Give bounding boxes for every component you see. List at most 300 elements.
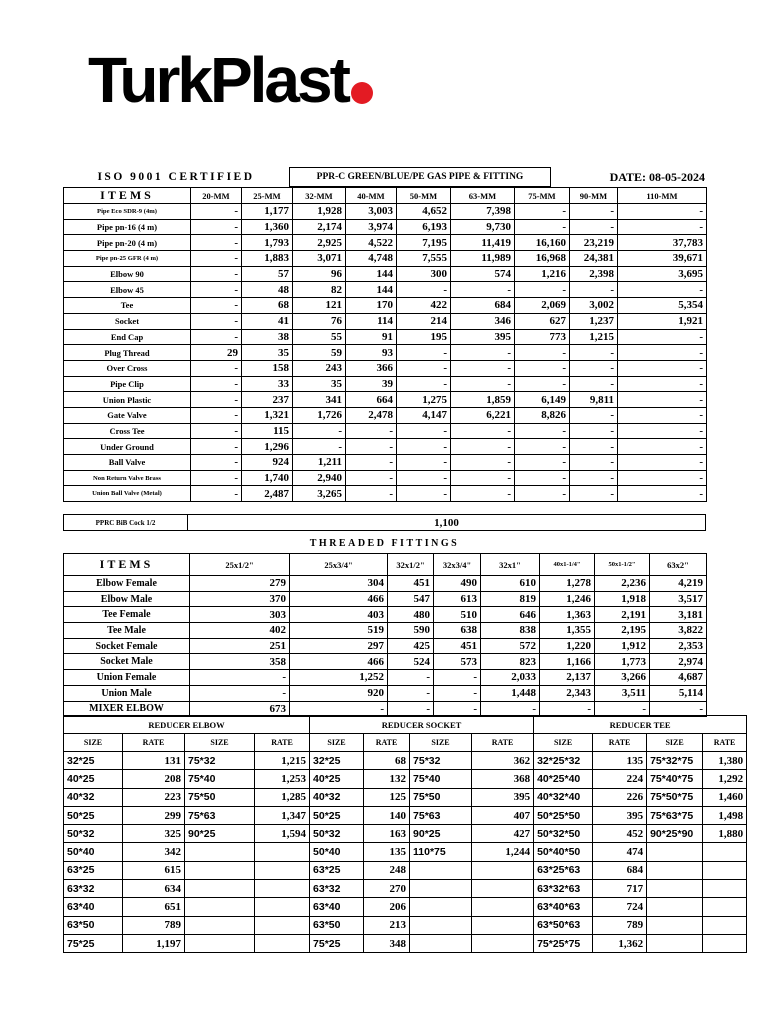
rate-cell	[472, 916, 534, 934]
price-cell: 11,989	[451, 251, 515, 267]
rate-cell: 1,362	[593, 934, 647, 952]
price-cell: 924	[242, 455, 293, 471]
price-cell: -	[515, 345, 570, 361]
price-cell: 1,278	[540, 576, 595, 592]
item-name: Non Return Valve Brass	[64, 470, 191, 486]
size-column-header: 20-MM	[191, 188, 242, 204]
rate-cell: 224	[593, 770, 647, 788]
price-cell: -	[515, 439, 570, 455]
price-cell: -	[397, 423, 451, 439]
logo-dot	[351, 82, 373, 104]
rate-cell: 223	[123, 788, 185, 806]
size-column-header: 32-MM	[293, 188, 346, 204]
rate-cell	[255, 934, 310, 952]
bibcock-price: 1,100	[188, 515, 706, 531]
price-cell: -	[570, 360, 618, 376]
rate-cell	[255, 916, 310, 934]
price-cell: 6,221	[451, 407, 515, 423]
size-column-header: 90-MM	[570, 188, 618, 204]
price-cell: 195	[397, 329, 451, 345]
size-cell	[185, 916, 255, 934]
size-cell: 32*25	[64, 752, 123, 770]
price-cell: 29	[191, 345, 242, 361]
table-row	[64, 345, 707, 361]
item-name: Pipe pn-25 GFR (4 m)	[64, 251, 191, 267]
rate-cell: 634	[123, 880, 185, 898]
price-cell: 1,928	[293, 204, 346, 220]
price-cell: 9,811	[570, 392, 618, 408]
price-cell: 490	[434, 576, 481, 592]
price-cell: 1,246	[540, 591, 595, 607]
size-column-header: 25x3/4"	[290, 554, 388, 576]
size-cell: 63*50	[310, 916, 364, 934]
size-cell: 75*40	[185, 770, 255, 788]
size-cell: 40*32*40	[534, 788, 593, 806]
price-cell: 214	[397, 313, 451, 329]
price-cell: 57	[242, 266, 293, 282]
item-name: Plug Thread	[64, 345, 191, 361]
price-cell: 610	[481, 576, 540, 592]
price-cell: -	[191, 360, 242, 376]
rate-cell: 474	[593, 843, 647, 861]
item-name: Tee Male	[64, 623, 190, 639]
size-cell: 75*40*75	[647, 770, 703, 788]
price-cell: -	[515, 204, 570, 220]
price-cell: 4,147	[397, 407, 451, 423]
price-cell: 838	[481, 623, 540, 639]
size-cell: 90*25*90	[647, 825, 703, 843]
rate-cell: 395	[593, 806, 647, 824]
price-cell: -	[618, 360, 707, 376]
rate-header: RATE	[593, 734, 647, 752]
threaded-fittings-table	[63, 553, 707, 717]
price-cell: -	[618, 392, 707, 408]
price-cell: -	[191, 470, 242, 486]
size-cell	[647, 916, 703, 934]
price-cell: -	[388, 685, 434, 701]
rate-cell: 724	[593, 898, 647, 916]
rate-cell: 1,215	[255, 752, 310, 770]
rate-header: RATE	[703, 734, 747, 752]
price-cell: 1,275	[397, 392, 451, 408]
rate-cell: 270	[364, 880, 410, 898]
price-cell: 114	[346, 313, 397, 329]
price-cell: -	[191, 329, 242, 345]
price-cell: 7,398	[451, 204, 515, 220]
item-name: Tee	[64, 298, 191, 314]
rate-cell	[255, 861, 310, 879]
price-cell: 2,191	[595, 607, 650, 623]
price-cell: 5,354	[618, 298, 707, 314]
item-name: Cross Tee	[64, 423, 191, 439]
rate-cell: 1,347	[255, 806, 310, 824]
size-cell: 40*25*40	[534, 770, 593, 788]
price-cell: -	[451, 470, 515, 486]
item-name: Union Female	[64, 670, 190, 686]
reducer-group-title: REDUCER TEE	[534, 716, 747, 734]
size-column-header: 75-MM	[515, 188, 570, 204]
rate-header: RATE	[255, 734, 310, 752]
size-cell: 90*25	[185, 825, 255, 843]
size-cell: 75*32*75	[647, 752, 703, 770]
price-cell: -	[434, 685, 481, 701]
table-row	[64, 654, 707, 670]
size-cell: 50*40	[310, 843, 364, 861]
rate-cell: 427	[472, 825, 534, 843]
size-cell: 50*32	[310, 825, 364, 843]
rate-cell	[472, 880, 534, 898]
rate-cell: 407	[472, 806, 534, 824]
rate-cell	[703, 861, 747, 879]
price-cell: 300	[397, 266, 451, 282]
rate-cell: 135	[364, 843, 410, 861]
rate-cell	[255, 843, 310, 861]
price-cell: -	[191, 407, 242, 423]
price-cell: 1,166	[540, 654, 595, 670]
price-cell: 2,974	[650, 654, 707, 670]
price-cell: -	[618, 486, 707, 502]
rate-cell: 368	[472, 770, 534, 788]
price-cell: 237	[242, 392, 293, 408]
size-column-header: 25-MM	[242, 188, 293, 204]
rate-cell: 615	[123, 861, 185, 879]
size-column-header: 32x1/2"	[388, 554, 434, 576]
price-cell: -	[191, 282, 242, 298]
price-cell: -	[190, 685, 290, 701]
price-cell: -	[346, 470, 397, 486]
price-cell: -	[451, 376, 515, 392]
price-cell: 1,859	[451, 392, 515, 408]
price-cell: 673	[190, 701, 290, 717]
item-name: Union Male	[64, 685, 190, 701]
price-cell: 3,003	[346, 204, 397, 220]
price-cell: 1,360	[242, 219, 293, 235]
price-cell: -	[618, 345, 707, 361]
size-cell: 75*32	[185, 752, 255, 770]
price-cell: 638	[434, 623, 481, 639]
rate-cell: 348	[364, 934, 410, 952]
logo-text: TurkPlast	[88, 44, 348, 116]
price-cell: -	[570, 204, 618, 220]
size-cell: 63*25*63	[534, 861, 593, 879]
item-name: Under Ground	[64, 439, 191, 455]
price-cell: 646	[481, 607, 540, 623]
price-cell: -	[434, 670, 481, 686]
item-name: Union Ball Valve (Metal)	[64, 486, 191, 502]
price-cell: 1,363	[540, 607, 595, 623]
size-cell: 50*25	[310, 806, 364, 824]
rate-cell: 452	[593, 825, 647, 843]
size-cell: 75*50*75	[647, 788, 703, 806]
size-cell: 50*32*50	[534, 825, 593, 843]
price-cell: 41	[242, 313, 293, 329]
price-cell: -	[397, 345, 451, 361]
price-cell: -	[191, 266, 242, 282]
price-cell: 2,353	[650, 638, 707, 654]
price-cell: 1,252	[290, 670, 388, 686]
price-cell: 170	[346, 298, 397, 314]
reducers-table	[63, 715, 747, 953]
size-cell: 50*40*50	[534, 843, 593, 861]
size-column-header: 50-MM	[397, 188, 451, 204]
table-row	[64, 843, 747, 861]
rate-cell	[472, 898, 534, 916]
table-row	[64, 235, 707, 251]
price-cell: 574	[451, 266, 515, 282]
price-cell: -	[191, 455, 242, 471]
rate-cell: 1,197	[123, 934, 185, 952]
price-cell: -	[346, 455, 397, 471]
price-cell: 395	[451, 329, 515, 345]
price-cell: -	[515, 360, 570, 376]
size-header: SIZE	[647, 734, 703, 752]
price-cell: -	[515, 376, 570, 392]
price-cell: 144	[346, 282, 397, 298]
table-row	[64, 670, 707, 686]
price-cell: 422	[397, 298, 451, 314]
table-row	[64, 638, 707, 654]
rate-cell: 1,380	[703, 752, 747, 770]
price-cell: 144	[346, 266, 397, 282]
price-cell: 1,355	[540, 623, 595, 639]
price-cell: 1,883	[242, 251, 293, 267]
price-cell: 370	[190, 591, 290, 607]
price-cell: -	[191, 486, 242, 502]
item-name: Socket Female	[64, 638, 190, 654]
price-cell: 627	[515, 313, 570, 329]
size-cell	[647, 843, 703, 861]
rate-cell: 1,244	[472, 843, 534, 861]
size-column-header: 110-MM	[618, 188, 707, 204]
size-header: SIZE	[185, 734, 255, 752]
price-cell: -	[595, 701, 650, 717]
item-name: Elbow Male	[64, 591, 190, 607]
price-cell: -	[397, 376, 451, 392]
rate-cell: 342	[123, 843, 185, 861]
item-name: Socket Male	[64, 654, 190, 670]
rate-cell: 1,285	[255, 788, 310, 806]
size-cell: 75*63	[410, 806, 472, 824]
table-row	[64, 423, 707, 439]
size-cell: 63*50*63	[534, 916, 593, 934]
table-row	[64, 282, 707, 298]
size-cell	[410, 916, 472, 934]
size-cell: 40*32	[310, 788, 364, 806]
size-cell: 50*40	[64, 843, 123, 861]
size-cell: 75*25	[310, 934, 364, 952]
size-cell: 32*25	[310, 752, 364, 770]
size-column-header: 40-MM	[346, 188, 397, 204]
price-cell: 664	[346, 392, 397, 408]
item-name: Ball Valve	[64, 455, 191, 471]
price-cell: 1,177	[242, 204, 293, 220]
rate-cell: 1,292	[703, 770, 747, 788]
price-cell: -	[190, 670, 290, 686]
price-cell: -	[397, 486, 451, 502]
reducer-column-header	[64, 734, 747, 752]
rate-cell	[703, 916, 747, 934]
price-cell: 3,517	[650, 591, 707, 607]
price-cell: -	[397, 282, 451, 298]
price-cell: 510	[434, 607, 481, 623]
size-cell	[410, 934, 472, 952]
item-name: MIXER ELBOW	[64, 701, 190, 717]
price-cell: -	[618, 282, 707, 298]
size-cell	[647, 934, 703, 952]
price-cell: 773	[515, 329, 570, 345]
rate-cell: 651	[123, 898, 185, 916]
size-cell: 50*32	[64, 825, 123, 843]
price-cell: -	[618, 204, 707, 220]
price-cell: -	[388, 670, 434, 686]
table-row	[64, 407, 707, 423]
price-cell: -	[191, 439, 242, 455]
price-cell: -	[618, 439, 707, 455]
rate-cell: 125	[364, 788, 410, 806]
price-cell: 920	[290, 685, 388, 701]
table-row	[64, 825, 747, 843]
rate-cell	[255, 880, 310, 898]
price-cell: 2,487	[242, 486, 293, 502]
price-cell: -	[515, 282, 570, 298]
size-cell: 40*32	[64, 788, 123, 806]
size-cell: 75*25	[64, 934, 123, 952]
rate-cell: 140	[364, 806, 410, 824]
table-row	[64, 916, 747, 934]
size-header: SIZE	[534, 734, 593, 752]
items-header: ITEMS	[64, 188, 191, 204]
size-cell: 75*32	[410, 752, 472, 770]
price-cell: -	[388, 701, 434, 717]
rate-cell: 362	[472, 752, 534, 770]
size-column-header: 40x1-1/4"	[540, 554, 595, 576]
price-cell: -	[515, 470, 570, 486]
price-cell: 819	[481, 591, 540, 607]
rate-cell: 299	[123, 806, 185, 824]
table-row	[64, 486, 707, 502]
price-cell: 1,321	[242, 407, 293, 423]
price-cell: 613	[434, 591, 481, 607]
size-cell: 75*25*75	[534, 934, 593, 952]
size-header: SIZE	[410, 734, 472, 752]
price-cell: 243	[293, 360, 346, 376]
price-cell: -	[570, 470, 618, 486]
size-cell	[410, 861, 472, 879]
price-cell: 547	[388, 591, 434, 607]
price-cell: 9,730	[451, 219, 515, 235]
price-cell: 1,918	[595, 591, 650, 607]
rate-cell: 1,460	[703, 788, 747, 806]
price-cell: 2,478	[346, 407, 397, 423]
size-header: SIZE	[64, 734, 123, 752]
price-cell: -	[570, 219, 618, 235]
size-cell: 40*25	[310, 770, 364, 788]
price-cell: 2,174	[293, 219, 346, 235]
main-table-header	[64, 188, 707, 204]
rate-cell: 1,253	[255, 770, 310, 788]
size-column-header: 63x2"	[650, 554, 707, 576]
price-cell: 55	[293, 329, 346, 345]
size-cell: 63*32	[310, 880, 364, 898]
price-cell: 11,419	[451, 235, 515, 251]
price-cell: 7,555	[397, 251, 451, 267]
size-cell: 63*40*63	[534, 898, 593, 916]
rate-cell	[703, 880, 747, 898]
size-cell: 63*25	[310, 861, 364, 879]
price-cell: 59	[293, 345, 346, 361]
size-column-header: 25x1/2"	[190, 554, 290, 576]
rate-header: RATE	[472, 734, 534, 752]
item-name: Pipe Clip	[64, 376, 191, 392]
document-date: DATE: 08-05-2024	[609, 169, 705, 184]
rate-cell	[703, 898, 747, 916]
item-name: Union Plastic	[64, 392, 191, 408]
bibcock-row	[64, 515, 706, 531]
price-cell: 33	[242, 376, 293, 392]
price-cell: -	[570, 439, 618, 455]
item-name: Socket	[64, 313, 191, 329]
table-row	[64, 219, 707, 235]
table-row	[64, 313, 707, 329]
item-name: Tee Female	[64, 607, 190, 623]
price-cell: -	[346, 439, 397, 455]
price-cell: -	[515, 423, 570, 439]
price-cell: -	[570, 407, 618, 423]
table-row	[64, 591, 707, 607]
size-column-header: 50x1-1/2"	[595, 554, 650, 576]
item-name: Pipe Eco SDR-9 (4m)	[64, 204, 191, 220]
price-cell: 524	[388, 654, 434, 670]
price-cell: 76	[293, 313, 346, 329]
price-cell: -	[434, 701, 481, 717]
table-row	[64, 392, 707, 408]
price-cell: 8,826	[515, 407, 570, 423]
price-cell: 297	[290, 638, 388, 654]
size-cell: 75*63	[185, 806, 255, 824]
price-cell: 1,726	[293, 407, 346, 423]
reducer-group-title: REDUCER SOCKET	[310, 716, 534, 734]
size-cell	[410, 898, 472, 916]
price-cell: -	[191, 298, 242, 314]
price-cell: 480	[388, 607, 434, 623]
price-cell: 3,974	[346, 219, 397, 235]
price-cell: 2,398	[570, 266, 618, 282]
price-cell: 303	[190, 607, 290, 623]
price-cell: 91	[346, 329, 397, 345]
size-cell: 63*50	[64, 916, 123, 934]
price-cell: 6,149	[515, 392, 570, 408]
rate-header: RATE	[123, 734, 185, 752]
price-cell: 16,968	[515, 251, 570, 267]
price-cell: 48	[242, 282, 293, 298]
rate-cell: 1,880	[703, 825, 747, 843]
size-cell	[185, 843, 255, 861]
main-price-table	[63, 187, 707, 502]
size-cell	[410, 880, 472, 898]
price-cell: 1,211	[293, 455, 346, 471]
item-name: Over Cross	[64, 360, 191, 376]
price-cell: 82	[293, 282, 346, 298]
rate-cell: 248	[364, 861, 410, 879]
price-cell: 158	[242, 360, 293, 376]
price-cell: -	[191, 423, 242, 439]
item-name: Pipe pn-20 (4 m)	[64, 235, 191, 251]
table-row	[64, 204, 707, 220]
size-header: SIZE	[310, 734, 364, 752]
price-cell: 2,925	[293, 235, 346, 251]
price-cell: 304	[290, 576, 388, 592]
price-cell: -	[570, 455, 618, 471]
